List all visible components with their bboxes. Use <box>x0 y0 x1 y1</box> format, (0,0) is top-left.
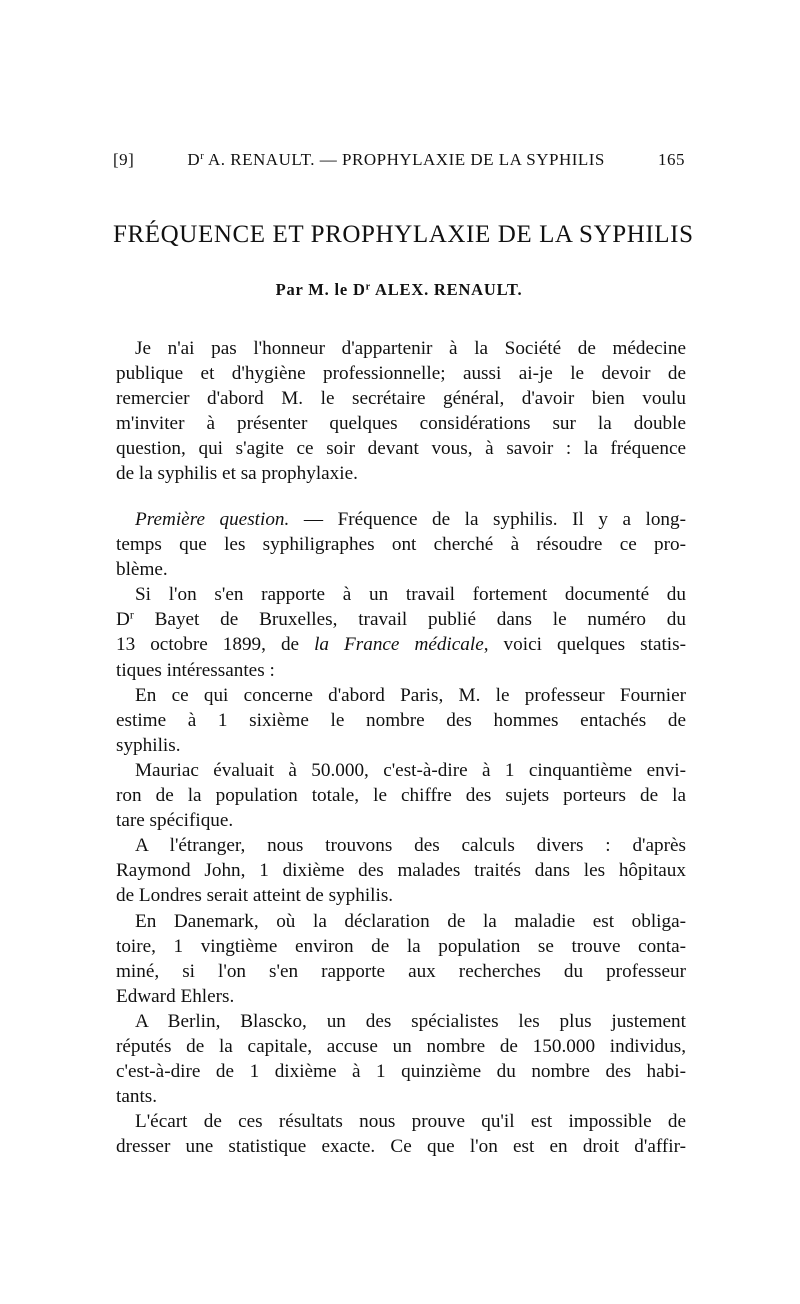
text-line: m'inviter à présenter quelques considérations sur la double <box>116 413 686 435</box>
section-heading-italic: Première question. <box>135 509 290 530</box>
text-line: blème. <box>116 559 168 581</box>
text-line: temps que les syphiligraphes ont cherché à résoudre ce pro- <box>116 534 686 556</box>
text-line: A l'étranger, nous trouvons des calculs divers : d'après <box>135 835 686 857</box>
text-line: L'écart de ces résultats nous prouve qu'il est impossible de <box>135 1111 686 1133</box>
text-line: Mauriac évaluait à 50.000, c'est-à-dire à 1 cinquantième envi- <box>135 759 686 781</box>
author-byline: Par M. le $D^r$ ALEX. RENAULT. <box>275 280 523 299</box>
intro-paragraph <box>116 336 686 487</box>
running-title: $D^r$ A. RENAULT. — PROPHYLAXIE DE LA SYPHILIS <box>187 150 605 169</box>
text-line: de la syphilis et sa prophylaxie. <box>116 463 358 485</box>
main-text <box>116 507 686 1159</box>
text-line: ron de la population totale, le chiffre des sujets porteurs de la <box>116 785 686 807</box>
page-reference: [9] <box>113 150 135 169</box>
text-line: tiques intéressantes : <box>116 659 275 681</box>
text-line: En Danemark, où la déclaration de la maladie est obliga- <box>135 910 686 932</box>
text-line: Première question. — Fréquence de la syphilis. Il y a long- <box>135 509 686 530</box>
text-line: estime à 1 sixième le nombre des hommes entachés de <box>116 709 686 731</box>
running-header <box>113 150 685 170</box>
text-line: réputés de la capitale, accuse un nombre de 150.000 individus, <box>116 1035 686 1057</box>
text-line: Raymond John, 1 dixième des malades traités dans les hôpitaux <box>116 860 686 882</box>
text-line: tants. <box>116 1086 158 1108</box>
text-line: Si l'on s'en rapporte à un travail fortement documenté du <box>135 584 686 606</box>
text-line: question, qui s'agite ce soir devant vous, à savoir : la fréquence <box>116 438 686 460</box>
text-line: syphilis. <box>116 734 181 756</box>
text-line: toire, 1 vingtième environ de la population se trouve conta- <box>116 935 686 957</box>
text-line: miné, si l'on s'en rapporte aux recherches du professeur <box>116 960 686 982</box>
text-line: Je n'ai pas l'honneur d'appartenir à la Société de médecine <box>135 338 686 359</box>
text-line: remercier d'abord M. le secrétaire général, d'avoir bien voulu <box>116 388 686 410</box>
page-number: 165 <box>657 150 685 169</box>
text-line: A Berlin, Blascko, un des spécialistes les plus justement <box>135 1010 686 1032</box>
text-line: En ce qui concerne d'abord Paris, M. le professeur Fournier <box>135 684 686 706</box>
text-line: $D^r$ Bayet de Bruxelles, travail publié dans le numéro du <box>116 607 686 631</box>
text-line: 13 octobre 1899, de la France médicale, voici quelques statis- <box>116 634 686 656</box>
text-line: publique et d'hygiène professionnelle; aussi ai-je le devoir de <box>116 363 686 385</box>
text-line: tare spécifique. <box>116 810 234 832</box>
text-line: c'est-à-dire de 1 dixième à 1 quinzième du nombre des habi- <box>116 1061 686 1083</box>
text-line: dresser une statistique exacte. Ce que l'on est en droit d'affir- <box>116 1136 686 1158</box>
journal-title: la France médicale <box>314 634 484 656</box>
text-line: de Londres serait atteint de syphilis. <box>116 885 394 907</box>
text-line: Edward Ehlers. <box>116 985 235 1007</box>
article-title: FRÉQUENCE ET PROPHYLAXIE DE LA SYPHILIS <box>113 221 694 248</box>
